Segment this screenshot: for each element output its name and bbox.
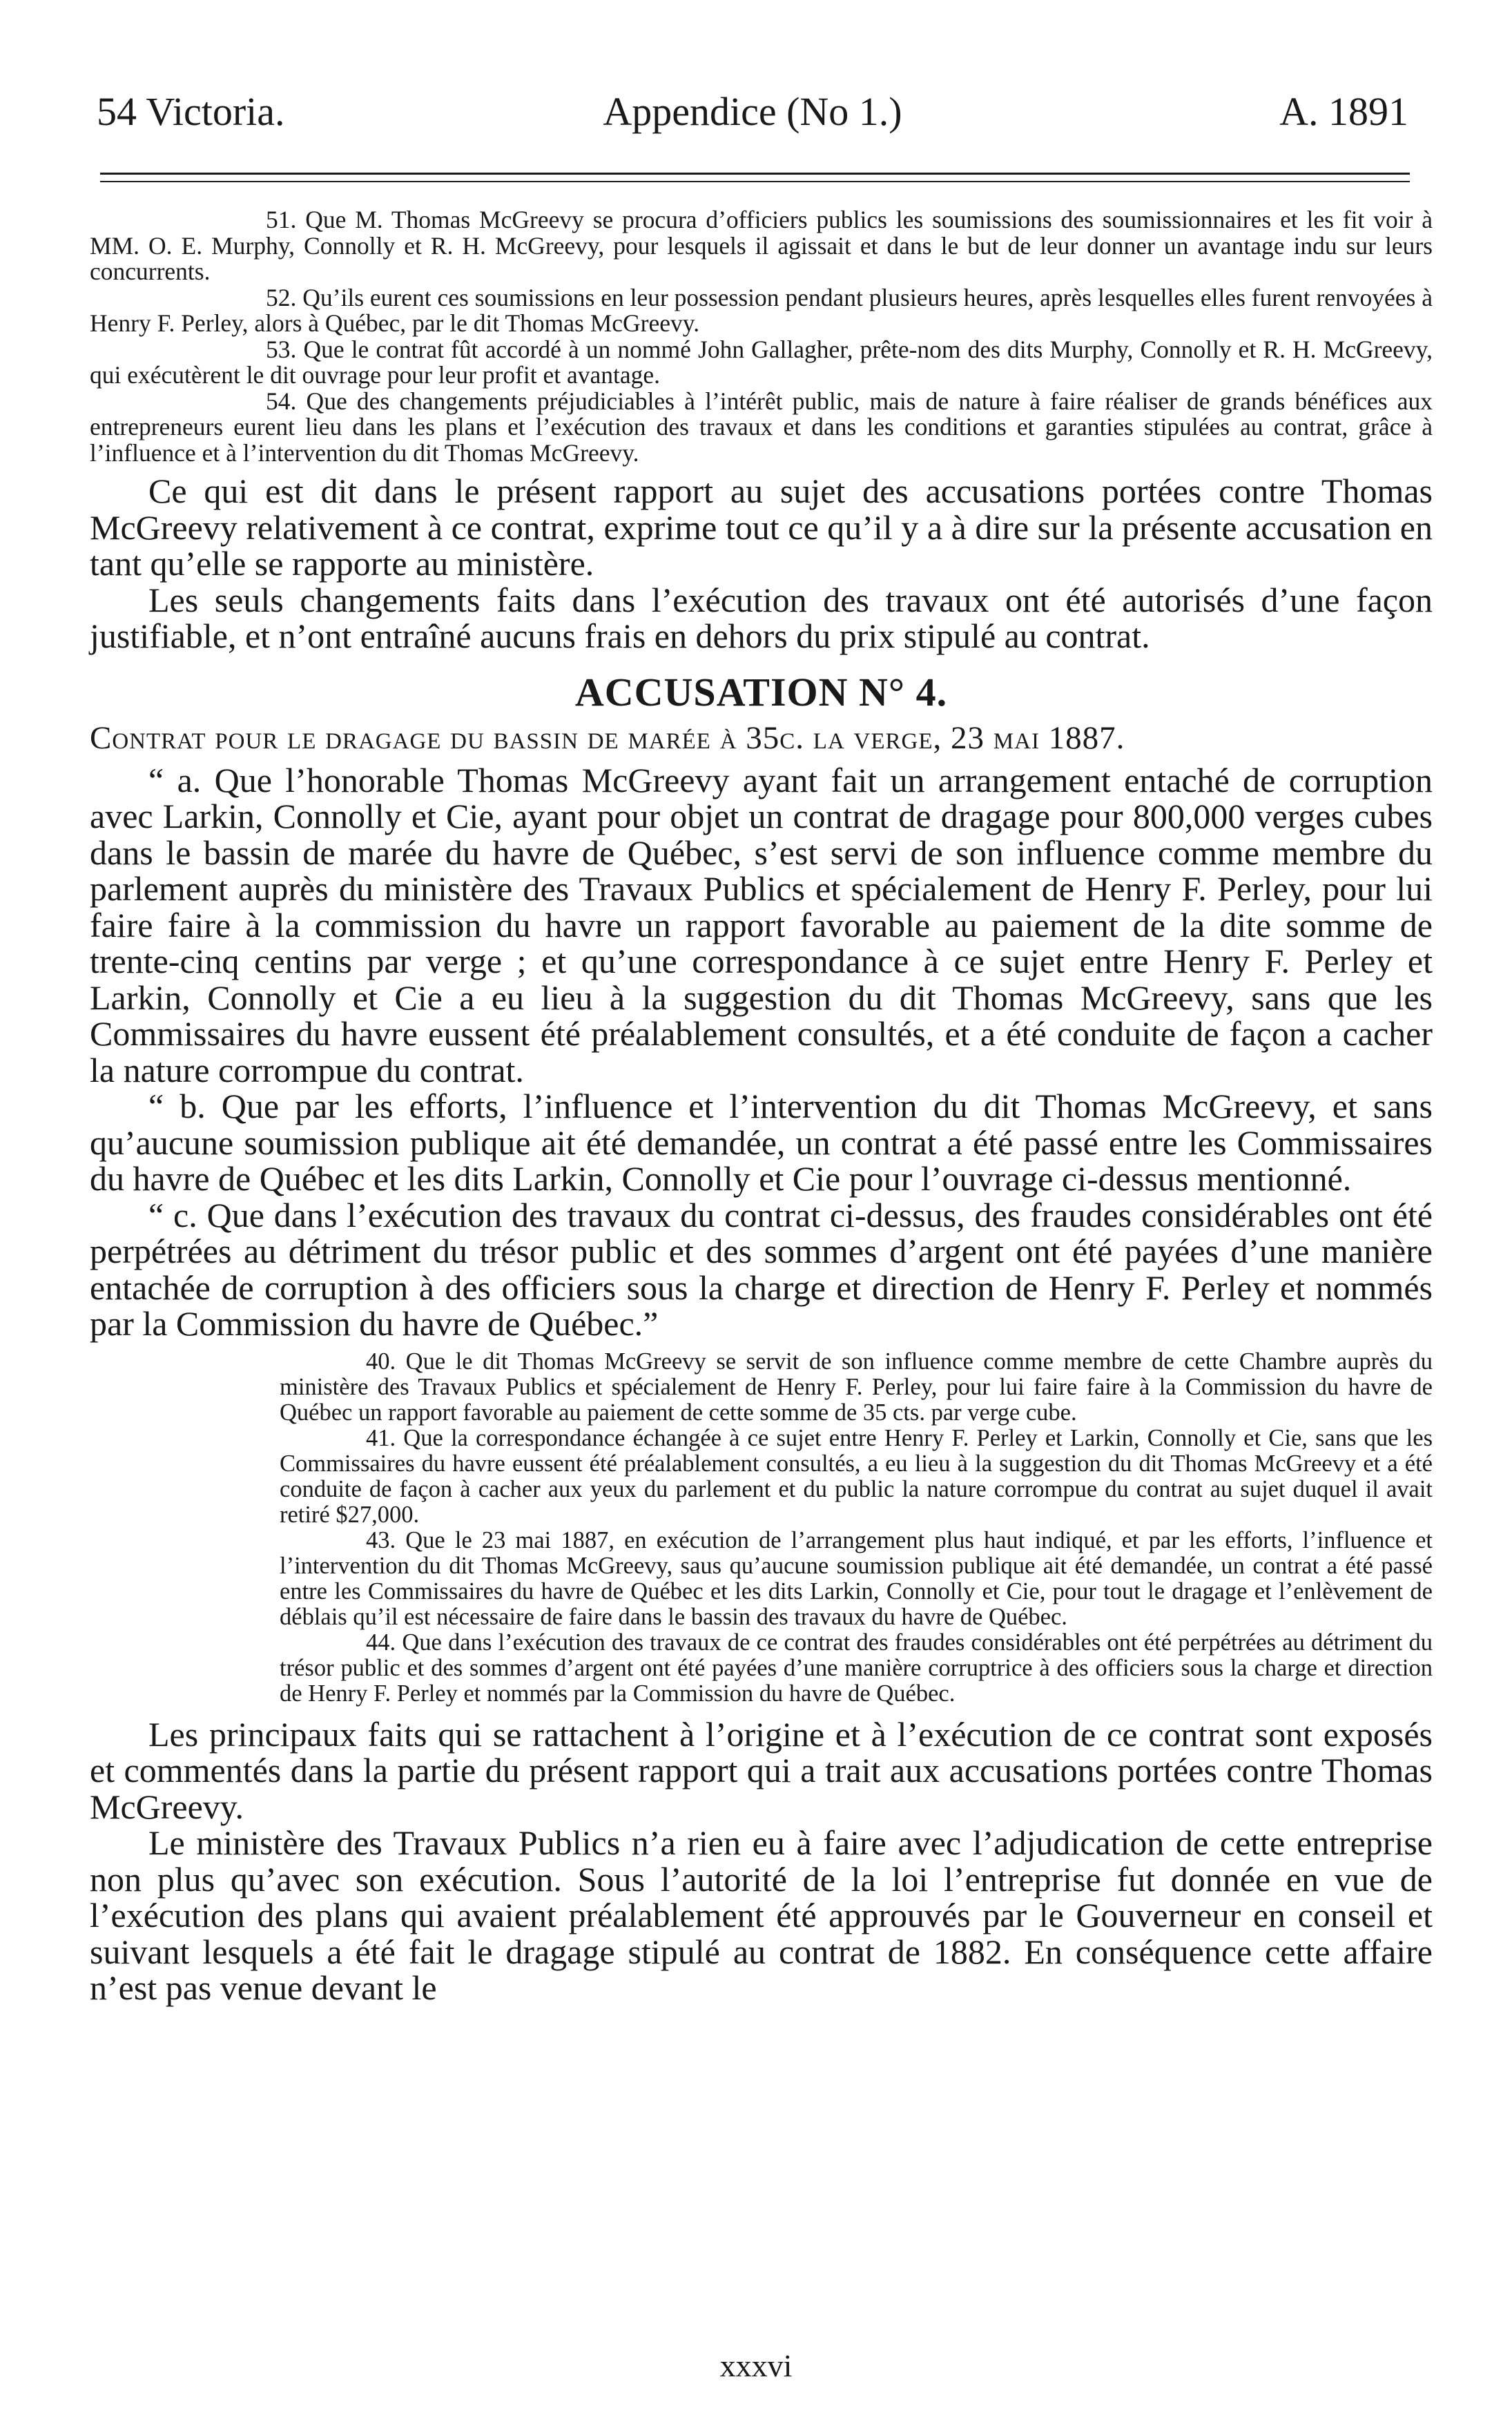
charge-item: 43. Que le 23 mai 1887, en exécution de l’arrangement plus haut indiqué, et par les efforts, l’influence et l’intervention du dit Thomas McGreevy, saus qu’aucune soumission publique ait été demandée, un contrat a été passé entre les Commissaires du havre de Québec et les dits Larkin, Connolly et Cie, pour tout le dragage et l’enlèvement de déblais qu’il est nécessaire de faire dans le bassin des travaux du havre de Québec. (280, 1526, 1433, 1630)
charge-item: 53. Que le contrat fût accordé à un nommé John Gallagher, prête-nom des dits Murphy, Connolly et R. H. McGreevy, qui exécutèrent le dit ouvrage pour leur profit et avantage. (90, 335, 1433, 389)
top-charge-list (90, 207, 1433, 466)
charge-item: 54. Que des changements préjudiciables à l’intérêt public, mais de nature à faire réaliser de grands bénéfices aux entrepreneurs eurent lieu dans les plans et l’exécution des travaux et dans les conditions et garanties stipulées au contrat, grâce à l’influence et à l’intervention du dit Thomas McGreevy. (90, 387, 1433, 467)
charge-b: “ b. Que par les efforts, l’influence et l’intervention du dit Thomas McGreevy, et sans qu’aucune soumission publique ait été demandée, un contrat a été passé entre les Commissaires du havre de Québec et les dits Larkin, Connolly et Cie pour l’ouvrage ci-dessus mentionné. (90, 1087, 1433, 1198)
page-body (90, 207, 1433, 2006)
header-rule (100, 173, 1410, 175)
accusation-subheading: Contrat pour le dragage du bassin de marée à 35c. la verge, 23 mai 1887. (90, 719, 1125, 756)
running-header (97, 88, 1408, 144)
mid-charge-list (280, 1349, 1433, 1707)
accusation-heading: ACCUSATION N° 4. (574, 669, 948, 715)
charge-item: 51. Que M. Thomas McGreevy se procura d’officiers publics les soumissions des soumissionnaires et les fit voir à MM. O. E. Murphy, Connolly et R. H. McGreevy, pour lesquels il agissait et dans le but de leur donner un avantage indu sur leurs concurrents. (90, 206, 1433, 285)
header-year: A. 1891 (1279, 89, 1408, 134)
report-paragraph: Les seuls changements faits dans l’exécution des travaux ont été autorisés d’une façon justifiable, et n’ont entraîné aucuns frais en dehors du prix stipulé au contrat. (90, 580, 1433, 655)
charge-item: 40. Que le dit Thomas McGreevy se servit de son influence comme membre de cette Chambre auprès du ministère des Travaux Publics et spécialement de Henry F. Perley, pour lui faire faire à la Commission du havre de Québec un rapport favorable au paiement de cette somme de 35 cts. par verge cube. (280, 1348, 1433, 1426)
header-rule-thin (100, 181, 1410, 182)
report-paragraph: Ce qui est dit dans le présent rapport au sujet des accusations portées contre Thomas McGreevy relativement à ce contrat, exprime tout ce qu’il y a à dire sur la présente accusation en tant qu’elle se rapporte au ministère. (90, 472, 1433, 583)
report-paragraph: Le ministère des Travaux Publics n’a rien eu à faire avec l’adjudication de cette entreprise non plus qu’avec son exécution. Sous l’autorité de la loi l’entreprise fut donnée en vue de l’exécution des plans qui avaient préalablement été approuvés par le Gouverneur en conseil et suivant lesquels a été fait le dragage stipulé au contrat de 1882. En conséquence cette affaire n’est pas venue devant le (90, 1823, 1433, 2007)
header-appendix: Appendice (No 1.) (603, 89, 902, 134)
charge-item: 52. Qu’ils eurent ces soumissions en leur possession pendant plusieurs heures, après lesquelles elles furent renvoyées à Henry F. Perley, alors à Québec, par le dit Thomas McGreevy. (90, 283, 1433, 337)
charge-item: 41. Que la correspondance échangée à ce sujet entre Henry F. Perley et Larkin, Connolly et Cie, sans que les Commissaires du havre eussent été préalablement consultés, a eu lieu à la suggestion du dit Thomas McGreevy et a été conduite de façon à cacher aux yeux du parlement et du public la nature corrompue du contrat au sujet duquel il avait retiré $27,000. (280, 1424, 1433, 1528)
charge-a: “ a. Que l’honorable Thomas McGreevy ayant fait un arrangement entaché de corruption avec Larkin, Connolly et Cie, ayant pour objet un contrat de dragage pour 800,000 verges cubes dans le bassin de marée du havre de Québec, s’est servi de son influence comme membre du parlement auprès du ministère des Travaux Publics et spécialement de Henry F. Perley, pour lui faire faire à la commission du havre un rapport favorable au paiement de la dite somme de trente-cinq centins par verge ; et qu’une correspondance à ce sujet entre Henry F. Perley et Larkin, Connolly et Cie a eu lieu à la suggestion du dit Thomas McGreevy, sans que les Commissaires du havre eussent été préalablement consultés, et a été conduite de façon a cacher la nature corrompue du contrat. (90, 760, 1433, 1089)
charge-item: 44. Que dans l’exécution des travaux de ce contrat des fraudes considérables ont été perpétrées au détriment du trésor public et des sommes d’argent ont été payées d’une manière corruptrice à des officiers sous la charge et direction de Henry F. Perley et nommés par la Commission du havre de Québec. (280, 1629, 1433, 1707)
charge-c: “ c. Que dans l’exécution des travaux du contrat ci-dessus, des fraudes considérables ont été perpétrées au détriment du trésor public et des sommes d’argent ont été payées d’une manière entachée de corruption à des officiers sous la charge et direction de Henry F. Perley et nommés par la Commission du havre de Québec.” (90, 1195, 1433, 1343)
report-paragraph: Les principaux faits qui se rattachent à l’origine et à l’exécution de ce contrat sont exposés et commentés dans la partie du présent rapport qui a trait aux accusations portées contre Thomas McGreevy. (90, 1714, 1433, 1826)
header-session: 54 Victoria. (97, 89, 285, 134)
page-number: xxxvi (719, 2348, 793, 2383)
